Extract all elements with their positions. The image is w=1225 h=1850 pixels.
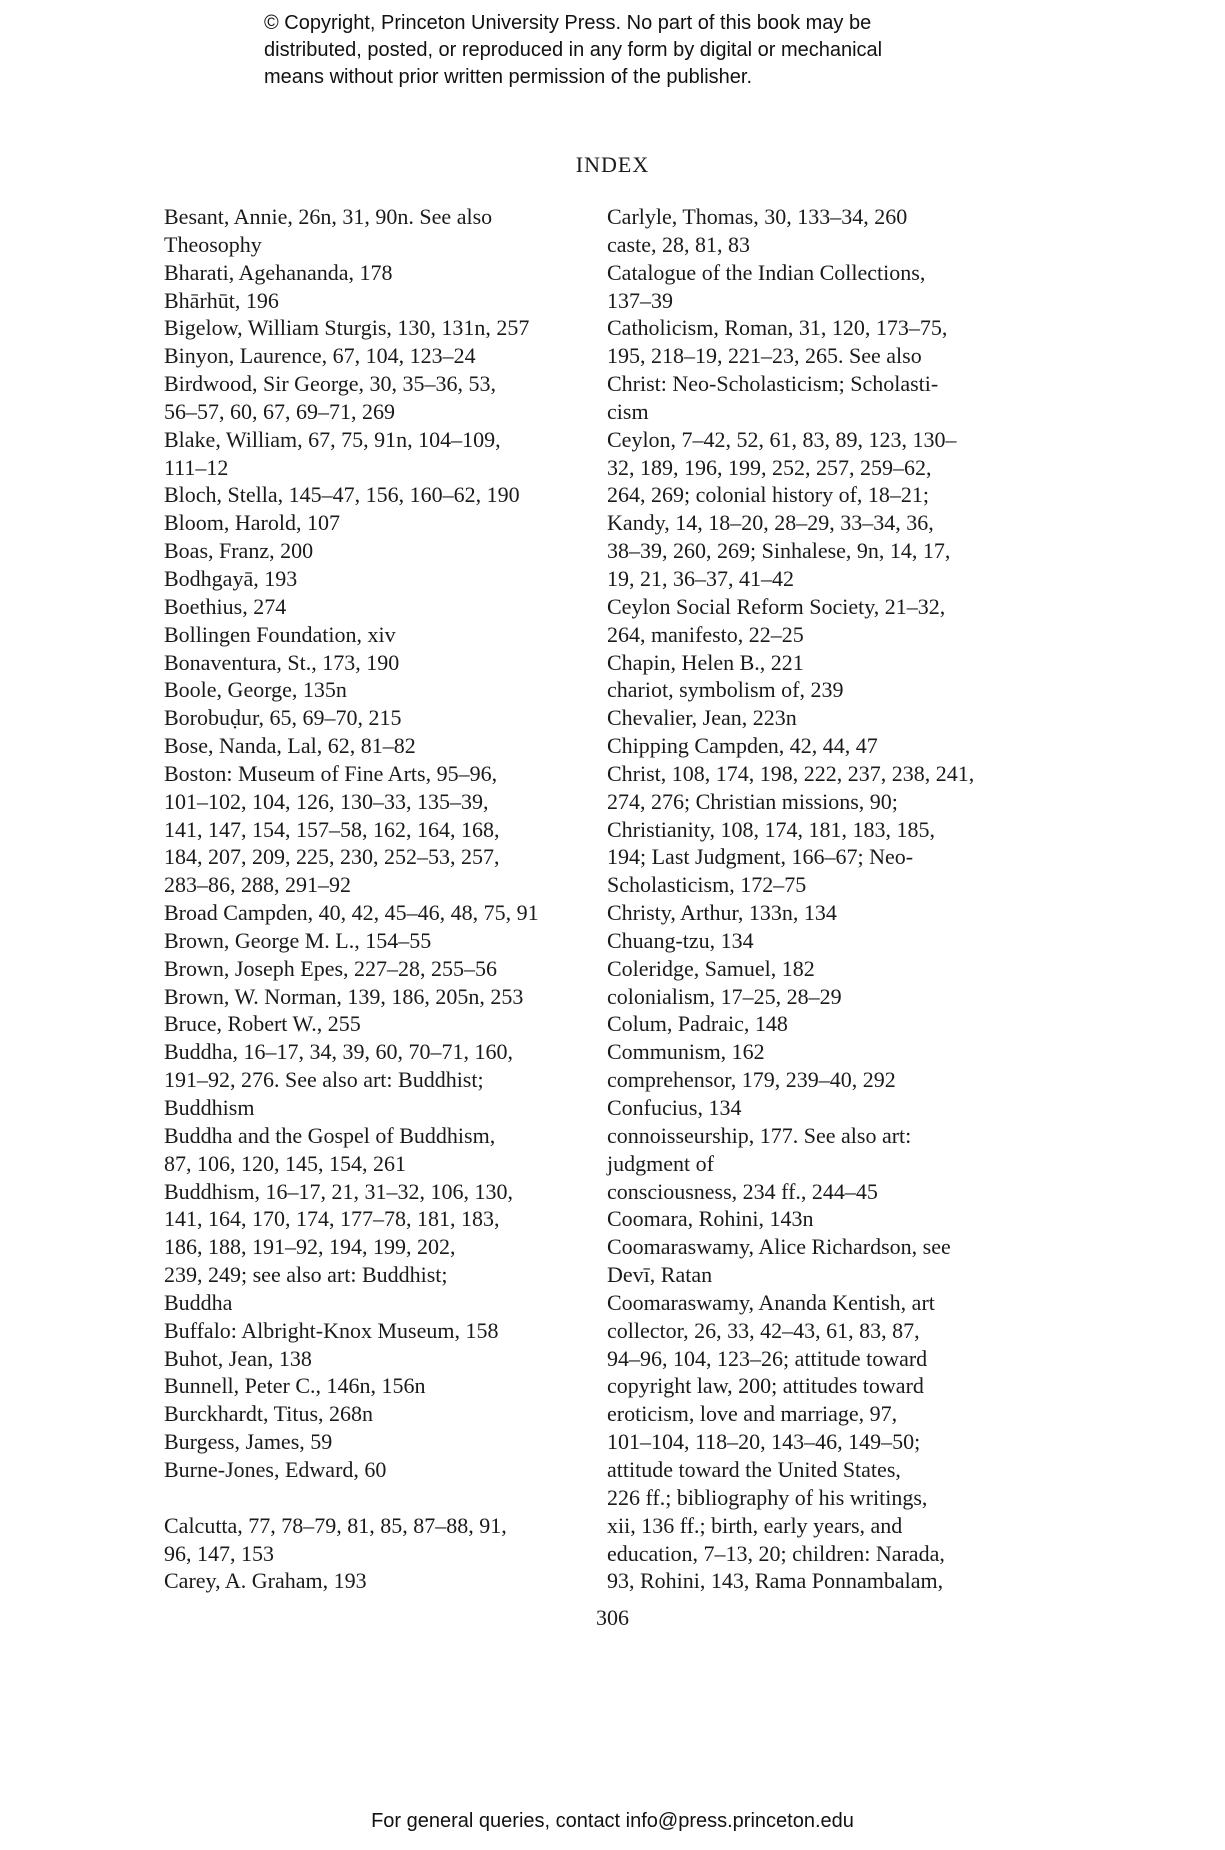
index-entry-line: 191–92, 276. See also art: Buddhist; xyxy=(164,1067,484,1093)
index-entry-line: Bloch, Stella, 145–47, 156, 160–62, 190 xyxy=(164,482,520,508)
index-entry xyxy=(607,760,1027,899)
index-entry-line: 264, manifesto, 22–25 xyxy=(607,621,804,647)
copyright-line: means without prior written permission of the publisher. xyxy=(264,66,753,88)
index-entry-line: Theosophy xyxy=(164,231,262,257)
index-entry-line: Borobuḍur, 65, 69–70, 215 xyxy=(164,705,402,731)
index-entry xyxy=(164,342,584,370)
index-entry xyxy=(164,1512,584,1568)
index-entry-line: Christianity, 108, 174, 181, 183, 185, xyxy=(607,816,935,842)
index-entry-line: 184, 207, 209, 225, 230, 252–53, 257, xyxy=(164,844,500,870)
index-entry-line: 56–57, 60, 67, 69–71, 269 xyxy=(164,398,395,424)
index-entry xyxy=(164,1400,584,1428)
index-entry xyxy=(164,481,584,509)
index-column-left xyxy=(164,203,584,1595)
index-entry-line: Bigelow, William Sturgis, 130, 131n, 257 xyxy=(164,315,530,341)
index-entry xyxy=(164,259,584,287)
index-entry-line: Catholicism, Roman, 31, 120, 173–75, xyxy=(607,315,948,341)
index-entry-line: Chuang-tzu, 134 xyxy=(607,927,754,953)
index-entry-line: cism xyxy=(607,398,649,424)
index-entry-line: Catalogue of the Indian Collections, xyxy=(607,259,926,285)
index-entry xyxy=(164,537,584,565)
index-entry-line: 38–39, 260, 269; Sinhalese, 9n, 14, 17, xyxy=(607,538,951,564)
index-entry xyxy=(164,760,584,899)
index-entry xyxy=(164,955,584,983)
index-entry xyxy=(607,1094,1027,1122)
index-entry xyxy=(164,1372,584,1400)
index-entry xyxy=(164,565,584,593)
footer-contact: For general queries, contact info@press.princeton.edu xyxy=(371,1810,854,1832)
index-entry xyxy=(607,955,1027,983)
index-entry xyxy=(607,203,1027,231)
index-entry-line: Ceylon Social Reform Society, 21–32, xyxy=(607,593,946,619)
index-entry xyxy=(607,732,1027,760)
index-entry xyxy=(164,314,584,342)
index-entry-line: Bose, Nanda, Lal, 62, 81–82 xyxy=(164,733,416,759)
index-entry xyxy=(164,649,584,677)
index-entry-line: Coleridge, Samuel, 182 xyxy=(607,955,815,981)
index-entry-line: 19, 21, 36–37, 41–42 xyxy=(607,565,794,591)
index-entry-line: Confucius, 134 xyxy=(607,1095,742,1120)
index-entry-line: Christ, 108, 174, 198, 222, 237, 238, 241, xyxy=(607,760,975,786)
index-entry-line: Carey, A. Graham, 193 xyxy=(164,1568,367,1594)
index-entry-line: Bonaventura, St., 173, 190 xyxy=(164,649,400,675)
index-entry xyxy=(607,704,1027,732)
index-entry-line: chariot, symbolism of, 239 xyxy=(607,677,844,703)
index-entry xyxy=(607,1233,1027,1289)
index-entry-line: Boole, George, 135n xyxy=(164,677,347,703)
index-entry-line: Burgess, James, 59 xyxy=(164,1429,333,1455)
index-entry-line: 101–104, 118–20, 143–46, 149–50; xyxy=(607,1429,921,1455)
index-entry-line: 194; Last Judgment, 166–67; Neo- xyxy=(607,844,914,870)
index-entry-line: Colum, Padraic, 148 xyxy=(607,1011,788,1037)
index-entry-line: Coomara, Rohini, 143n xyxy=(607,1206,814,1232)
index-entry-line: Boston: Museum of Fine Arts, 95–96, xyxy=(164,760,498,786)
index-entry-line: colonialism, 17–25, 28–29 xyxy=(607,983,842,1009)
index-entry-line: Burckhardt, Titus, 268n xyxy=(164,1401,374,1427)
index-entry xyxy=(164,927,584,955)
index-entry xyxy=(607,649,1027,677)
index-entry-line: Bloom, Harold, 107 xyxy=(164,510,340,536)
index-entry-line: Buddhism xyxy=(164,1095,255,1120)
index-entry-line: Chapin, Helen B., 221 xyxy=(607,649,804,675)
index-entry-line: Chipping Campden, 42, 44, 47 xyxy=(607,733,878,759)
index-entry-line: Bollingen Foundation, xiv xyxy=(164,621,396,647)
page-title: INDEX xyxy=(575,152,650,177)
index-entry xyxy=(607,1205,1027,1233)
index-entry-line: Boas, Franz, 200 xyxy=(164,538,314,564)
index-entry-line: Brown, George M. L., 154–55 xyxy=(164,927,432,953)
index-entry xyxy=(164,370,584,426)
index-entry-line: Devī, Ratan xyxy=(607,1262,713,1288)
index-entry xyxy=(607,1066,1027,1094)
index-entry-line: comprehensor, 179, 239–40, 292 xyxy=(607,1067,896,1093)
index-entry xyxy=(607,676,1027,704)
index-entry-line: Calcutta, 77, 78–79, 81, 85, 87–88, 91, xyxy=(164,1512,507,1538)
index-entry-line: caste, 28, 81, 83 xyxy=(607,231,750,257)
index-entry xyxy=(164,732,584,760)
index-entry-line: Brown, W. Norman, 139, 186, 205n, 253 xyxy=(164,983,524,1009)
index-entry xyxy=(164,1567,584,1595)
index-entry xyxy=(164,593,584,621)
index-entry xyxy=(164,426,584,482)
index-entry xyxy=(164,1456,584,1484)
index-entry xyxy=(164,983,584,1011)
index-entry xyxy=(607,259,1027,315)
index-entry xyxy=(164,1178,584,1317)
index-entry-line: education, 7–13, 20; children: Narada, xyxy=(607,1540,945,1566)
index-entry-line: Kandy, 14, 18–20, 28–29, 33–34, 36, xyxy=(607,510,934,536)
index-entry-line: Coomaraswamy, Ananda Kentish, art xyxy=(607,1289,935,1315)
index-entry-line: 186, 188, 191–92, 194, 199, 202, xyxy=(164,1234,456,1260)
index-entry xyxy=(164,1038,584,1122)
index-entry-line: 32, 189, 196, 199, 252, 257, 259–62, xyxy=(607,454,932,480)
index-entry-line: judgment of xyxy=(607,1150,714,1176)
index-entry-line: 111–12 xyxy=(164,454,229,480)
index-entry-line: 239, 249; see also art: Buddhist; xyxy=(164,1262,448,1288)
index-entry-line: Blake, William, 67, 75, 91n, 104–109, xyxy=(164,426,501,452)
index-entry xyxy=(164,704,584,732)
index-entry-line: Bharati, Agehananda, 178 xyxy=(164,259,393,285)
index-entry-line: Buddha, 16–17, 34, 39, 60, 70–71, 160, xyxy=(164,1039,513,1065)
index-entry-line: 264, 269; colonial history of, 18–21; xyxy=(607,482,930,508)
copyright-line: distributed, posted, or reproduced in any form by digital or mechanical xyxy=(264,39,883,61)
index-entry-line: Buffalo: Albright-Knox Museum, 158 xyxy=(164,1317,499,1343)
index-entry-line: 141, 147, 154, 157–58, 162, 164, 168, xyxy=(164,816,500,842)
index-entry-line: Buddhism, 16–17, 21, 31–32, 106, 130, xyxy=(164,1178,513,1204)
index-entry-line: Brown, Joseph Epes, 227–28, 255–56 xyxy=(164,955,498,981)
index-entry xyxy=(607,426,1027,593)
index-entry-line: eroticism, love and marriage, 97, xyxy=(607,1401,898,1427)
index-entry-line: collector, 26, 33, 42–43, 61, 83, 87, xyxy=(607,1317,920,1343)
index-entry xyxy=(607,314,1027,425)
index-entry-line: Bruce, Robert W., 255 xyxy=(164,1011,361,1037)
index-entry-line: 101–102, 104, 126, 130–33, 135–39, xyxy=(164,788,489,814)
index-entry xyxy=(164,899,584,927)
index-entry-line: Buhot, Jean, 138 xyxy=(164,1345,312,1371)
index-entry xyxy=(607,983,1027,1011)
index-entry-line: 93, Rohini, 143, Rama Ponnambalam, xyxy=(607,1568,944,1594)
index-entry-line: Besant, Annie, 26n, 31, 90n. See also xyxy=(164,204,493,229)
index-entry-line: 137–39 xyxy=(607,287,673,313)
index-entry xyxy=(607,899,1027,927)
copyright-line: © Copyright, Princeton University Press. No part of this book may be xyxy=(264,12,872,34)
index-entry-line: connoisseurship, 177. See also art: xyxy=(607,1122,912,1148)
index-entry xyxy=(164,1317,584,1345)
index-entry-line: Boethius, 274 xyxy=(164,593,287,619)
index-entry-line: 283–86, 288, 291–92 xyxy=(164,872,351,898)
index-entry-line: 94–96, 104, 123–26; attitude toward xyxy=(607,1345,928,1371)
index-entry-line: Chevalier, Jean, 223n xyxy=(607,705,797,731)
index-entry-line: attitude toward the United States, xyxy=(607,1456,901,1482)
index-entry xyxy=(164,1010,584,1038)
index-entry-line: Carlyle, Thomas, 30, 133–34, 260 xyxy=(607,204,908,229)
index-entry-line: Communism, 162 xyxy=(607,1039,765,1065)
index-entry-line: Binyon, Laurence, 67, 104, 123–24 xyxy=(164,343,476,369)
index-entry xyxy=(164,1345,584,1373)
page-number: 306 xyxy=(596,1605,629,1630)
index-entry xyxy=(607,593,1027,649)
index-entry-line: consciousness, 234 ff., 244–45 xyxy=(607,1178,878,1204)
index-entry-line: Buddha xyxy=(164,1289,233,1315)
index-entry xyxy=(607,1289,1027,1595)
index-entry-line: Burne-Jones, Edward, 60 xyxy=(164,1456,387,1482)
index-entry xyxy=(164,676,584,704)
index-entry xyxy=(607,231,1027,259)
index-entry-line: Broad Campden, 40, 42, 45–46, 48, 75, 91 xyxy=(164,900,539,926)
index-entry-line: Bunnell, Peter C., 146n, 156n xyxy=(164,1373,426,1399)
index-entry xyxy=(164,509,584,537)
index-entry-line: Coomaraswamy, Alice Richardson, see xyxy=(607,1234,951,1260)
index-entry-line: xii, 136 ff.; birth, early years, and xyxy=(607,1512,903,1538)
index-entry xyxy=(607,1038,1027,1066)
index-entry-line: copyright law, 200; attitudes toward xyxy=(607,1373,924,1399)
index-entry-line: Birdwood, Sir George, 30, 35–36, 53, xyxy=(164,371,497,397)
index-entry-line: 87, 106, 120, 145, 154, 261 xyxy=(164,1150,406,1176)
index-entry xyxy=(164,203,584,259)
index-entry-line: Scholasticism, 172–75 xyxy=(607,872,807,898)
index-entry xyxy=(607,927,1027,955)
index-entry-line: Buddha and the Gospel of Buddhism, xyxy=(164,1122,496,1148)
index-entry-line: 195, 218–19, 221–23, 265. See also xyxy=(607,343,922,369)
index-entry-line: 274, 276; Christian missions, 90; xyxy=(607,788,898,814)
copyright-notice xyxy=(264,10,1024,91)
index-entry-line: 96, 147, 153 xyxy=(164,1540,274,1566)
index-entry-line: Bodhgayā, 193 xyxy=(164,565,298,591)
index-entry xyxy=(164,1428,584,1456)
entry-gap xyxy=(164,1484,584,1512)
index-entry-line: 226 ff.; bibliography of his writings, xyxy=(607,1484,928,1510)
index-entry-line: Christ: Neo-Scholasticism; Scholasti- xyxy=(607,371,939,397)
index-entry-line: 141, 164, 170, 174, 177–78, 181, 183, xyxy=(164,1206,500,1232)
index-entry xyxy=(607,1178,1027,1206)
index-entry-line: Ceylon, 7–42, 52, 61, 83, 89, 123, 130– xyxy=(607,426,957,452)
index-entry xyxy=(607,1122,1027,1178)
index-entry xyxy=(164,287,584,315)
index-column-right xyxy=(607,203,1027,1595)
index-entry-line: Bhārhūt, 196 xyxy=(164,287,279,313)
index-entry xyxy=(164,621,584,649)
index-entry xyxy=(164,1122,584,1178)
index-entry xyxy=(607,1010,1027,1038)
index-entry-line: Christy, Arthur, 133n, 134 xyxy=(607,900,837,926)
